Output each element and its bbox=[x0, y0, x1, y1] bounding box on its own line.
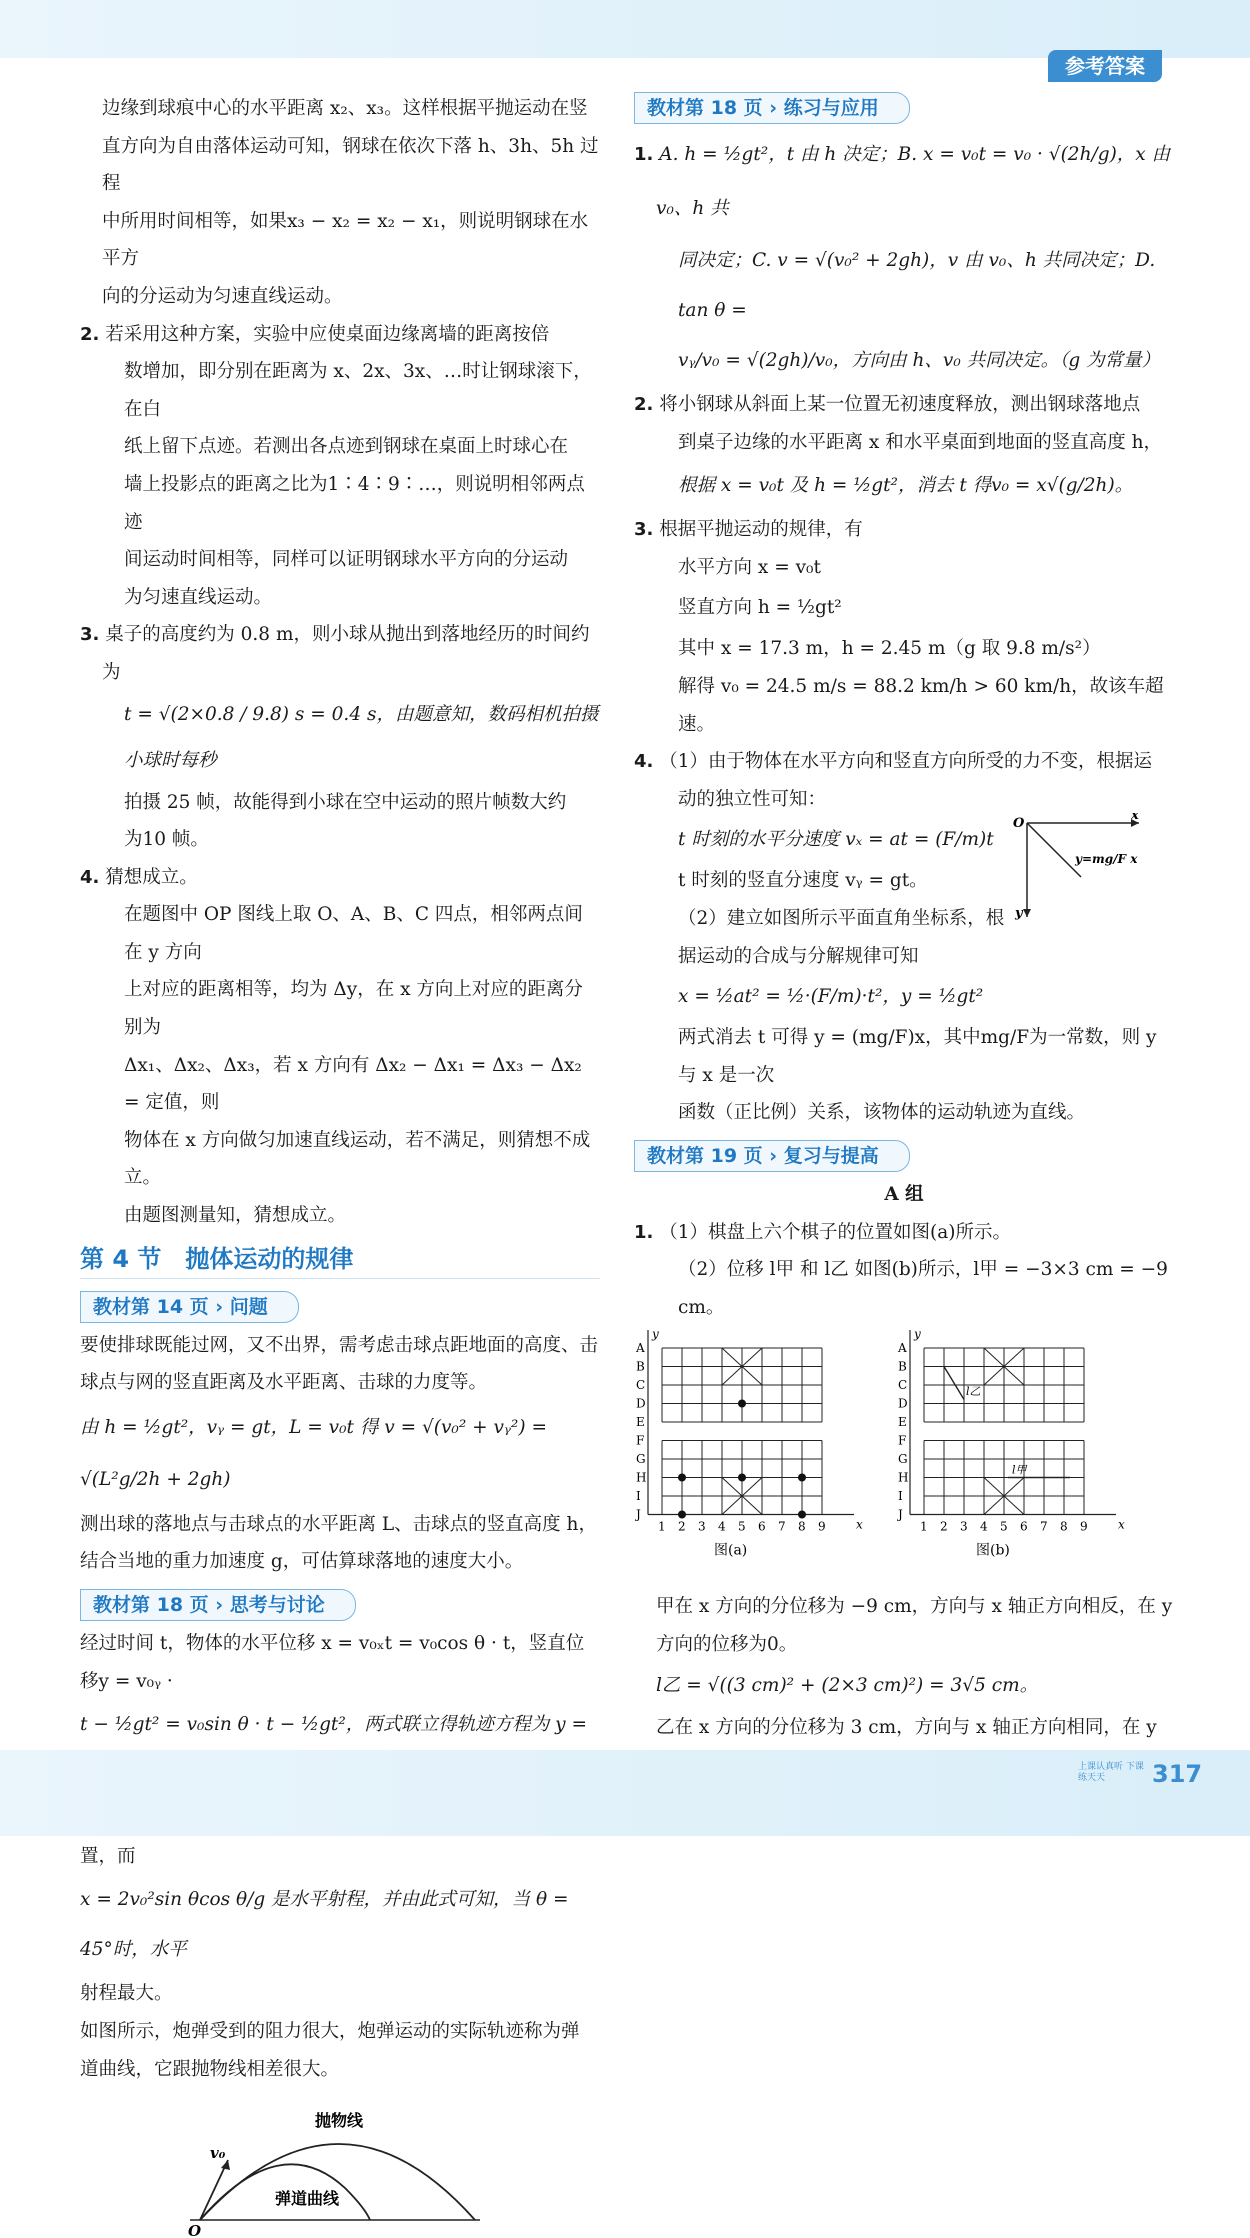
row-label: A bbox=[898, 1341, 907, 1356]
chess-piece bbox=[798, 1511, 806, 1519]
practice-4 bbox=[634, 743, 1174, 1132]
displacement-yi-label: l乙 bbox=[966, 1385, 981, 1399]
force-axes-figure bbox=[1009, 813, 1149, 923]
row-label: D bbox=[636, 1396, 646, 1411]
formula-line: t 时刻的水平分速度 vₓ = at = (F/m)t bbox=[678, 829, 994, 851]
text-line: 中所用时间相等，如果x₃ − x₂ = x₂ − x₁，则说明钢球在水平方 bbox=[102, 210, 589, 270]
formula-line: t − ½gt² = v₀sin θ · t − ½gt²，两式联立得轨迹方程为 y = bbox=[80, 1714, 587, 1736]
text-line: 动的独立性可知： bbox=[678, 788, 827, 810]
col-label: 1 bbox=[658, 1519, 666, 1534]
practice-1 bbox=[634, 128, 1174, 386]
text-line: 上对应的距离相等，均为 Δy，在 x 方向上对应的距离分别为 bbox=[124, 979, 583, 1039]
chess-piece bbox=[678, 1474, 686, 1482]
text-line: （2）位移 l甲 和 l乙 如图(b)所示，l甲 = −3×3 cm = −9 cm。 bbox=[678, 1259, 1168, 1318]
text-line: 其中 x = 17.3 m，h = 2.45 m（g 取 9.8 m/s²） bbox=[678, 638, 1101, 660]
practice-2 bbox=[634, 386, 1174, 511]
answer-p14 bbox=[80, 1327, 600, 1581]
chessboard-figure-b bbox=[896, 1326, 1131, 1588]
text-line: 由题图测量知，猜想成立。 bbox=[124, 1205, 347, 1227]
x-label: x bbox=[1131, 813, 1139, 824]
section-title: 第 4 节 抛体运动的规律 bbox=[80, 1239, 600, 1279]
row-label: G bbox=[898, 1452, 908, 1467]
text-span: （1）由于物体在水平方向和竖直方向所受的力不变，根据运 bbox=[659, 751, 1153, 773]
text-line: 方向的位移为0。 bbox=[656, 1633, 798, 1655]
text-line bbox=[80, 859, 600, 897]
row-label: D bbox=[898, 1396, 908, 1411]
trajectory-line bbox=[1027, 823, 1081, 877]
answer-number: 4. bbox=[80, 866, 100, 888]
text-line bbox=[80, 316, 600, 354]
text-line: 直方向为自由落体运动可知，钢球在依次下落 h、3h、5h 过程 bbox=[102, 135, 599, 195]
text-line bbox=[634, 743, 1174, 781]
answer-number: 1. bbox=[634, 144, 654, 165]
paragraph-continued bbox=[80, 90, 600, 316]
text-line: Δx₁、Δx₂、Δx₃，若 x 方向有 Δx₂ − Δx₁ = Δx₃ − Δx₂ = 定值，则 bbox=[124, 1054, 582, 1114]
row-label: A bbox=[636, 1341, 645, 1356]
col-label: 8 bbox=[798, 1519, 806, 1534]
text-line: 向的分运动为匀速直线运动。 bbox=[102, 285, 343, 307]
col-label: 9 bbox=[1080, 1519, 1088, 1534]
col-label: 4 bbox=[980, 1519, 988, 1534]
text-line: 测出球的落地点与击球点的水平距离 L、击球点的竖直高度 h， bbox=[80, 1513, 597, 1535]
formula-span: A. h = ½gt²，t 由 h 决定；B. x = v₀t = v₀ · √(2h/g)，x 由 v₀、h 共 bbox=[656, 144, 1171, 219]
row-label: H bbox=[636, 1470, 647, 1485]
answer-p18 bbox=[80, 1625, 600, 2088]
text-line: 水平方向 x = v₀t bbox=[678, 556, 821, 578]
text-line: 球点与网的竖直距离及水平距离、击球的力度等。 bbox=[80, 1372, 488, 1394]
text-line: 为10 帧。 bbox=[124, 829, 209, 851]
y-axis-label: y bbox=[914, 1327, 921, 1342]
col-label: 3 bbox=[698, 1519, 706, 1534]
formula-line bbox=[634, 128, 1174, 236]
text-line: 墙上投影点的距离之比为1∶4∶9∶…，则说明相邻两点迹 bbox=[124, 473, 585, 533]
formula-line: l乙 = √((3 cm)² + (2×3 cm)²) = 3√5 cm。 bbox=[656, 1675, 1039, 1697]
col-label: 3 bbox=[960, 1519, 968, 1534]
col-label: 4 bbox=[718, 1519, 726, 1534]
text-line: 甲在 x 方向的分位移为 −9 cm，方向与 x 轴正方向相反，在 y bbox=[656, 1596, 1173, 1618]
text-line: 置，而 bbox=[80, 1845, 136, 1867]
y-axis-label: y bbox=[652, 1327, 659, 1342]
row-label: J bbox=[898, 1507, 903, 1522]
text-span: （1）棋盘上六个棋子的位置如图(a)所示。 bbox=[659, 1221, 1012, 1243]
text-span: 若采用这种方案，实验中应使桌面边缘离墙的距离按倍 bbox=[105, 323, 550, 345]
formula-line: x = 2v₀²sin θcos θ/g 是水平射程，并由此式可知，当 θ = 45°时，水平 bbox=[80, 1889, 569, 1961]
text-line: 结合当地的重力加速度 g，可估算球落地的速度大小。 bbox=[80, 1551, 524, 1573]
col-label: 7 bbox=[778, 1519, 786, 1534]
formula-line: t = √(2×0.8 / 9.8) s = 0.4 s，由题意知，数码相机拍摄小球时每秒 bbox=[124, 703, 599, 771]
text-line: 道曲线，它跟抛物线相差很大。 bbox=[80, 2058, 340, 2080]
row-label: J bbox=[636, 1507, 641, 1522]
ballistic-label: 弹道曲线 bbox=[275, 2189, 340, 2209]
chess-piece bbox=[678, 1511, 686, 1519]
row-label: C bbox=[898, 1378, 908, 1393]
answer-number: 2. bbox=[634, 394, 654, 415]
answer-number: 2. bbox=[80, 323, 100, 345]
line-equation-label: y=mg/F x bbox=[1075, 852, 1138, 867]
answer-number: 1. bbox=[634, 1221, 654, 1243]
v0-label: v₀ bbox=[210, 2144, 226, 2163]
practice-3 bbox=[634, 511, 1174, 743]
text-line: 射程最大。 bbox=[80, 1983, 173, 2005]
col-label: 7 bbox=[1040, 1519, 1048, 1534]
left-column bbox=[80, 90, 600, 2238]
text-line: 为匀速直线运动。 bbox=[124, 586, 273, 608]
row-label: E bbox=[898, 1415, 907, 1430]
row-label: E bbox=[636, 1415, 645, 1430]
chessboard-figures bbox=[634, 1326, 1174, 1588]
text-line: 间运动时间相等，同样可以证明钢球水平方向的分运动 bbox=[124, 549, 569, 571]
displacement-jia-label: l甲 bbox=[1012, 1463, 1027, 1477]
text-line: 如图所示，炮弹受到的阻力很大，炮弹运动的实际轨迹称为弹 bbox=[80, 2020, 580, 2042]
text-line bbox=[634, 386, 1174, 424]
textbook-page-18-discussion-tag: 教材第 18 页 › 思考与讨论 bbox=[80, 1589, 356, 1621]
formula-line: 同决定；C. v = √(v₀² + 2gh)，v 由 v₀、h 共同决定；D. tan θ = bbox=[678, 250, 1156, 321]
col-label: 8 bbox=[1060, 1519, 1068, 1534]
row-label: B bbox=[636, 1359, 645, 1374]
text-line bbox=[634, 511, 1174, 549]
x-axis-label: x bbox=[856, 1517, 863, 1532]
chess-piece bbox=[798, 1474, 806, 1482]
velocity-vector bbox=[200, 2160, 228, 2220]
row-label: H bbox=[898, 1470, 909, 1485]
text-line: （2）建立如图所示平面直角坐标系，根 bbox=[678, 907, 1005, 929]
answer-2 bbox=[80, 316, 600, 617]
textbook-page-14-tag: 教材第 14 页 › 问题 bbox=[80, 1291, 299, 1323]
row-label: G bbox=[636, 1452, 646, 1467]
text-line: 经过时间 t，物体的水平位移 x = v₀ₓt = v₀cos θ · t，竖直位移y = v₀ᵧ · bbox=[80, 1633, 585, 1692]
text-line: 乙在 x 方向的分位移为 3 cm，方向与 x 轴正方向相同，在 y bbox=[656, 1717, 1157, 1739]
row-label: C bbox=[636, 1378, 646, 1393]
answer-number: 4. bbox=[634, 751, 654, 773]
row-label: F bbox=[636, 1433, 645, 1448]
chess-piece bbox=[738, 1400, 746, 1408]
footer-slogan: 上课认真听 下课练天天 bbox=[1078, 1762, 1144, 1783]
figure-caption: 图(b) bbox=[976, 1542, 1010, 1559]
displacement-yi-arrow bbox=[944, 1367, 964, 1400]
formula-line: x = ½at² = ½·(F/m)·t²，y = ½gt² bbox=[678, 986, 984, 1008]
answer-3 bbox=[80, 616, 600, 858]
formula-line: 由 h = ½gt²，vᵧ = gt，L = v₀t 得 v = √(v₀² + vᵧ²) = √(L²g/2h + 2gh) bbox=[80, 1416, 547, 1490]
row-label: B bbox=[898, 1359, 907, 1374]
group-label: A 组 bbox=[884, 1183, 924, 1205]
formula-line: vᵧ/v₀ = √(2gh)/v₀，方向由 h、v₀ 共同决定。（g 为常量） bbox=[678, 350, 1161, 371]
text-span: 根据平抛运动的规律，有 bbox=[659, 519, 863, 541]
col-label: 1 bbox=[920, 1519, 928, 1534]
row-label: F bbox=[898, 1433, 907, 1448]
text-line: 数增加，即分别在距离为 x、2x、3x、…时让钢球滚下，在白 bbox=[124, 361, 592, 420]
col-label: 9 bbox=[818, 1519, 826, 1534]
text-line: 拍摄 25 帧，故能得到小球在空中运动的照片帧数大约 bbox=[124, 791, 567, 813]
page-number: 317 bbox=[1152, 1760, 1203, 1788]
text-line: t 时刻的竖直分速度 vᵧ = gt。 bbox=[678, 870, 928, 892]
col-label: 6 bbox=[758, 1519, 766, 1534]
row-label: I bbox=[636, 1489, 641, 1504]
footer-band bbox=[0, 1750, 1250, 1836]
col-label: 2 bbox=[678, 1519, 686, 1534]
text-line: 纸上留下点迹。若测出各点迹到钢球在桌面上时球心在 bbox=[124, 436, 569, 458]
textbook-page-18-practice-tag: 教材第 18 页 › 练习与应用 bbox=[634, 92, 910, 124]
answer-number: 3. bbox=[634, 519, 654, 541]
trajectory-figure bbox=[80, 2088, 600, 2238]
answer-number: 3. bbox=[80, 624, 100, 646]
text-line bbox=[80, 616, 600, 691]
parabola-label: 抛物线 bbox=[315, 2111, 364, 2131]
text-line: 到桌子边缘的水平距离 x 和水平桌面到地面的竖直高度 h， bbox=[678, 431, 1162, 453]
row-label: I bbox=[898, 1489, 903, 1504]
chess-piece bbox=[738, 1474, 746, 1482]
text-span: 桌子的高度约为 0.8 m，则小球从抛出到落地经历的时间约为 bbox=[102, 624, 590, 683]
col-label: 6 bbox=[1020, 1519, 1028, 1534]
text-line: 解得 v₀ = 24.5 m/s = 88.2 km/h > 60 km/h，故该车超速。 bbox=[678, 675, 1164, 735]
col-label: 2 bbox=[940, 1519, 948, 1534]
textbook-page-19-review-tag: 教材第 19 页 › 复习与提高 bbox=[634, 1140, 910, 1172]
origin-label: O bbox=[1013, 816, 1025, 832]
text-line: 物体在 x 方向做匀加速直线运动，若不满足，则猜想不成立。 bbox=[124, 1129, 591, 1189]
text-line: 在题图中 OP 图线上取 O、A、B、C 四点，相邻两点间在 y 方向 bbox=[124, 904, 583, 963]
chessboard-figure-a bbox=[634, 1326, 869, 1588]
right-column bbox=[634, 90, 1174, 1785]
text-line: 据运动的合成与分解规律可知 bbox=[678, 945, 919, 967]
col-label: 5 bbox=[1000, 1519, 1008, 1534]
formula-line: 竖直方向 h = ½gt² bbox=[678, 597, 842, 619]
formula-line: 根据 x = v₀t 及 h = ½gt²，消去 t 得v₀ = x√(g/2h)。 bbox=[678, 475, 1134, 497]
x-axis-label: x bbox=[1118, 1517, 1125, 1532]
text-line bbox=[634, 1214, 1174, 1252]
col-label: 5 bbox=[738, 1519, 746, 1534]
y-arrowhead bbox=[1023, 909, 1031, 917]
text-span: 猜想成立。 bbox=[105, 866, 198, 888]
figure-caption: 图(a) bbox=[714, 1542, 748, 1559]
answer-tag: 参考答案 bbox=[1048, 50, 1162, 82]
answer-4 bbox=[80, 859, 600, 1235]
text-line: 两式消去 t 可得 y = (mg/F)x，其中mg/F为一常数，则 y 与 x 是一次 bbox=[678, 1027, 1157, 1086]
origin-label: O bbox=[188, 2222, 202, 2238]
review-1 bbox=[634, 1214, 1174, 1327]
y-label: y bbox=[1015, 906, 1023, 922]
text-line: 函数（正比例）关系，该物体的运动轨迹为直线。 bbox=[678, 1102, 1086, 1124]
text-line: 边缘到球痕中心的水平距离 x₂、x₃。这样根据平抛运动在竖 bbox=[102, 98, 588, 119]
text-span: 将小钢球从斜面上某一位置无初速度释放，测出钢球落地点 bbox=[659, 394, 1141, 415]
text-line: 要使排球既能过网，又不出界，需考虑击球点距地面的高度、击 bbox=[80, 1334, 599, 1356]
